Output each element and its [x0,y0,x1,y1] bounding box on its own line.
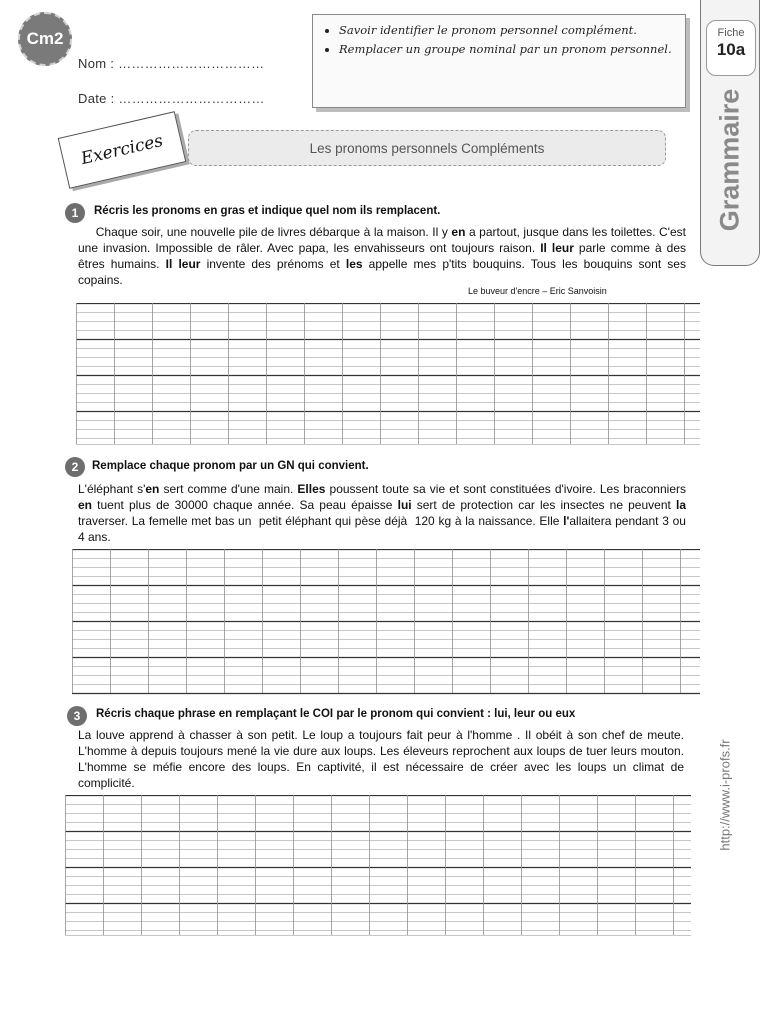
exercise-instruction: Remplace chaque pronom par un GN qui convient. [92,460,369,472]
exercise-instruction: Récris les pronoms en gras et indique quel nom ils remplacent. [94,205,441,217]
nom-field: Nom : …………………………… [78,56,265,71]
fiche-badge [706,20,756,76]
objective-item: • Remplacer un groupe nominal par un pronom personnel. [339,40,685,59]
exercise-number: 1 [65,203,85,223]
writing-grid[interactable] [65,795,691,937]
exercices-tag: Exercices [58,111,187,189]
fiche-label: Fiche [717,27,745,39]
site-url[interactable]: http://www.i-profs.fr [717,739,733,851]
exercise-instruction: Récris chaque phrase en remplaçant le COI par le pronom qui convient : lui, leur ou eux [96,708,576,720]
writing-grid[interactable] [72,549,700,697]
subject-label: Grammaire [714,88,745,232]
exercise-number: 3 [67,706,87,726]
objective-item: • Savoir identifier le pronom personnel complément. [339,21,685,40]
level-badge: Cm2 [18,12,72,66]
fiche-number: 10a [716,40,746,59]
objectives-card [312,14,686,108]
date-field: Date : …………………………… [78,91,265,106]
exercise-text: La louve apprend à chasser à son petit. Le loup a toujours fait peur à l'homme . Il obéit à son chef de meute. L'homme à depuis toujours mené la vie dure aux loups. Les éleveurs reprochent aux loups de tuer leurs mouton. L'homme se méfie encore des loups. En captivité, il est nécessaire de créer avec les loups un climat de complicité. [78,728,684,790]
writing-grid[interactable] [76,303,700,445]
exercise-text: Chaque soir, une nouvelle pile de livres débarque à la maison. Il y en a partout, jusque dans les toilettes. C'est une invasion. Impossible de râler. Avec papa, les envahisseurs ont toujours raison. Il leur parle comme à des êtres humains. Il leur invente des prénoms et les appelle mes p'tits bouquins. Tous les bouquins sont ses copains. [78,225,687,287]
exercise-number: 2 [65,457,85,477]
page-title: Les pronoms personnels Compléments [188,130,666,166]
source-credit: Le buveur d'encre – Eric Sanvoisin [468,286,607,296]
exercise-text: L'éléphant s'en sert comme d'une main. Elles poussent toute sa vie et sont constituées d'ivoire. Les braconniers en tuent plus de 30000 chaque année. Sa peau épaisse lui sert de protection car les insectes ne peuvent la traverser. La femelle met bas un petit éléphant qui pèse déjà 120 kg à la naissance. Elle l'allaitera pendant 3 ou 4 ans. [78,482,686,544]
